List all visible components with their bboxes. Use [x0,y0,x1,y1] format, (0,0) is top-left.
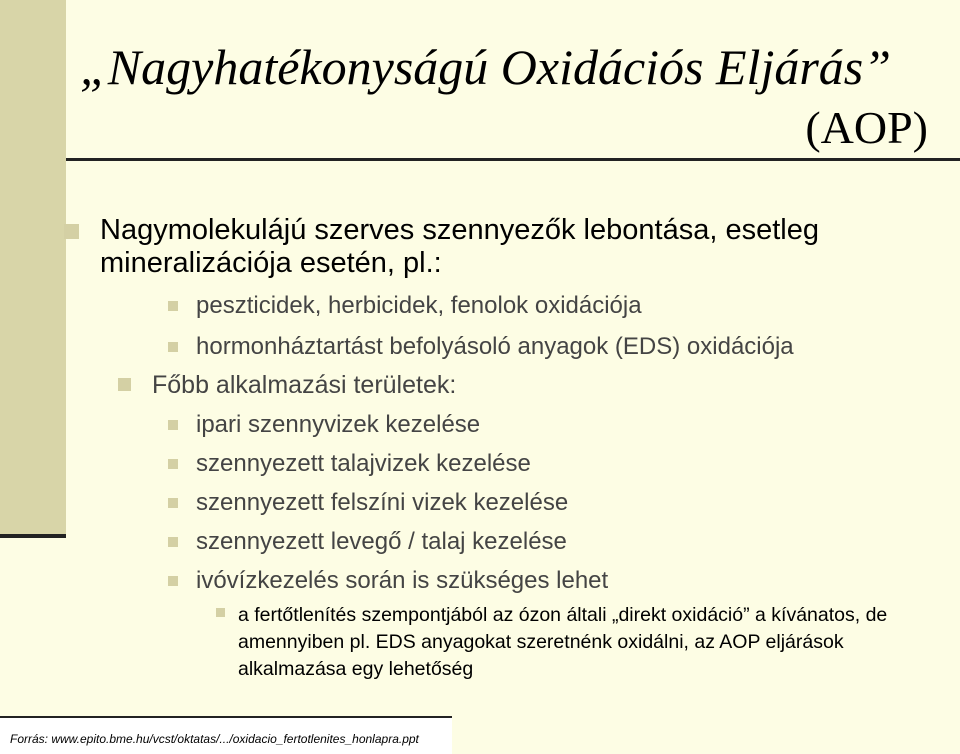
sub-bullet-air-soil [196,527,567,557]
bullet-text: szennyezett levegő / talaj kezelése [196,528,567,555]
sub-bullet-industrial-wastewater [196,410,480,440]
square-bullet-icon [168,537,178,547]
sub-sub-bullet-ozone-note [238,602,938,683]
square-bullet-icon [168,420,178,430]
bullet-main-intro [100,214,819,280]
sub-bullet-surface-water [196,488,568,518]
bullet-text: szennyezett felszíni vizek kezelése [196,489,569,516]
footer-divider [0,716,452,718]
square-bullet-icon [168,459,178,469]
square-bullet-icon [168,576,178,586]
bullet-text-continued: mineralizációja esetén, pl.: [100,247,442,279]
bullet-text: hormonháztartást befolyásoló anyagok (EDS) oxidációja [196,333,794,360]
source-footer [0,716,452,754]
decorative-sidebar [0,0,66,537]
bullet-text: peszticidek, herbicidek, fenolok oxidációja [196,292,642,319]
bullet-text: szennyezett talajvizek kezelése [196,450,531,477]
sub-bullet-groundwater [196,449,531,479]
square-bullet-icon [118,378,131,391]
square-bullet-icon [168,342,178,352]
slide-title-abbreviation: (AOP) [805,102,928,153]
bullet-text: a fertőtlenítés szempontjából az ózon általi „direkt oxidáció” a kívánatos, de amennyiben pl. EDS anyagokat szeretnénk oxidálni, az AOP eljárások alkalmazása egy lehetőség [238,604,888,680]
sub-bullet-pesticides [196,291,642,321]
title-divider [66,158,960,161]
bullet-text: ipari szennyvizek kezelése [196,411,481,438]
bullet-text: Főbb alkalmazási területek: [152,371,457,399]
slide-title: „Nagyhatékonyságú Oxidációs Eljárás” [80,39,892,95]
bullet-text: ivóvízkezelés során is szükséges lehet [196,567,609,594]
sub-bullet-drinking-water [196,566,608,596]
bullet-application-areas [152,369,456,401]
sub-bullet-eds [196,332,794,362]
source-citation: Forrás: www.epito.bme.hu/vcst/oktatas/.../oxidacio_fertotlenites_honlapra.ppt [10,732,419,746]
square-bullet-icon [168,498,178,508]
square-bullet-icon [64,224,79,239]
sidebar-divider [0,534,66,538]
bullet-text: Nagymolekulájú szerves szennyezők lebontása, esetleg [100,214,819,246]
square-bullet-icon [168,301,178,311]
square-bullet-icon [216,608,225,617]
